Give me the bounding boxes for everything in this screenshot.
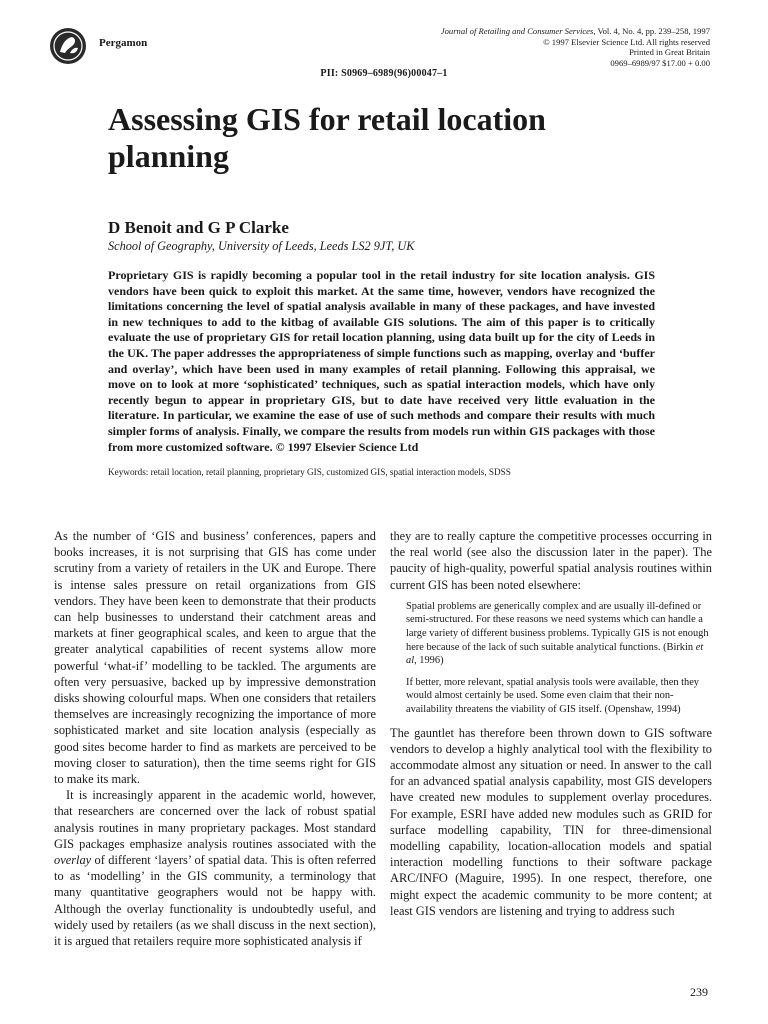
text-run: of different ‘layers’ of spatial data. This is often referred to as ‘modelling’ in the GIS community, a terminology that many quantitative geographers would not be happy with. Although the overlay functionality is undoubtedly useful, and widely used by retailers (as we shall discuss in the next section), it is argued that retailers require more sophisticated analysis if — [54, 853, 376, 949]
journal-citation — [370, 26, 710, 37]
body-column-left — [54, 528, 376, 949]
pii-identifier: PII: S0969–6989(96)00047–1 — [320, 68, 448, 79]
article-authors: D Benoit and G P Clarke — [108, 218, 289, 237]
article-title: Assessing GIS for retail location planning — [108, 101, 546, 174]
paragraph: As the number of ‘GIS and business’ conferences, papers and books increases, it is not surprising that GIS has come under scrutiny from a variety of retailers in the UK and Europe. There is intense sales pressure on retail organizations from GIS vendors. They have been keen to demonstrate that their products can help businesses to understand their catchment areas and markets at finer geographical scales, and keen to argue that the greater analytical capabilities of recent systems allow more powerful ‘what-if’ modelling to be tackled. The arguments are often very persuasive, backed up by impressive demonstration disks showing colourful maps. When one considers that retailers themselves are increasingly recognizing the importance of more sophisticated market and site location analysis (especially as good sites become harder to find as markets are perceived to be moving closer to saturation), then the time seems right for GIS to make its mark. — [54, 529, 376, 787]
block-quote: If better, more relevant, spatial analysis tools were available, then they would almost certainly be used. Some even claim that their non-availability threatens the viability of GIS itself. (Openshaw, 1994) — [406, 676, 700, 715]
publisher-logo-icon — [48, 26, 88, 66]
text-run: Spatial problems are generically complex and are usually ill-defined or semi-structured. For these reasons we need systems which can handle a large variety of different business problems. Typically GIS is not enough here because of the lack of such suitable analytical functions. (Birkin — [406, 600, 709, 653]
paragraph — [54, 787, 376, 949]
keywords: Keywords: retail location, retail planning, proprietary GIS, customized GIS, spatial interaction models, SDSS — [108, 467, 511, 477]
issn-line: 0969–6989/97 $17.00 + 0.00 — [610, 57, 710, 68]
author-affiliation: School of Geography, University of Leeds, Leeds LS2 9JT, UK — [108, 239, 415, 253]
text-run: , 1996) — [414, 655, 444, 667]
printed-line: Printed in Great Britain — [629, 47, 710, 58]
body-column-right — [390, 528, 712, 919]
abstract: Proprietary GIS is rapidly becoming a popular tool in the retail industry for site location analysis. GIS vendors have been quick to exploit this market. At the same time, however, vendors have recognized the limitations concerning the level of spatial analysis available in many of these packages, and have invested in new techniques to add to the kitbag of available GIS solutions. The aim of this paper is to critically evaluate the use of proprietary GIS for retail location planning, using data built up for the city of Leeds in the UK. The paper addresses the appropriateness of simple functions such as mapping, overlay and ‘buffer and overlay’, which have been used in many examples of retail planning. Following this appraisal, we move on to look at more ‘sophisticated’ techniques, such as spatial interaction models, which have only recently begun to appear in proprietary GIS, but to date have received very little evaluation in the literature. In particular, we examine the ease of use of such methods and compare their results with much simpler forms of analysis. Finally, we compare the results from models run within GIS packages with those from more customized software. © 1997 Elsevier Science Ltd — [108, 268, 655, 454]
block-quote — [406, 600, 712, 668]
page-number: 239 — [690, 985, 708, 999]
journal-name: Journal of Retailing and Consumer Services — [440, 26, 594, 36]
copyright-line: © 1997 Elsevier Science Ltd. All rights reserved — [543, 36, 710, 47]
journal-issue: , Vol. 4, No. 4, pp. 239–258, 1997 — [593, 26, 710, 36]
emphasis: overlay — [54, 853, 92, 868]
journal-info — [370, 26, 710, 68]
publisher-name: Pergamon — [99, 37, 148, 49]
emphasis: et al — [406, 641, 704, 667]
paragraph: The gauntlet has therefore been thrown down to GIS software vendors to develop a highly analytical tool with the flexibility to accommodate almost any situation or need. In answer to the call for an advanced spatial analysis capability, most GIS developers have created new modules to supplement overlay procedures. For example, ESRI have added new modules such as GRID for surface modelling capability, TIN for three-dimensional modelling capability, location-allocation models and spatial interaction modelling functions to their software package ARC/INFO (Maguire, 1995). In one respect, therefore, one might expect the academic community to be more content; at least GIS vendors are listening and trying to address such — [390, 725, 712, 918]
paragraph: they are to really capture the competitive processes occurring in the real world (see also the discussion later in the paper). The paucity of high-quality, powerful spatial analysis routines within current GIS has been noted elsewhere: — [390, 529, 712, 592]
text-run: It is increasingly apparent in the academic world, however, that researchers are concerned over the lack of robust spatial analysis routines in many proprietary packages. Most standard GIS packages emphasize analysis routines associated with the — [54, 788, 376, 851]
